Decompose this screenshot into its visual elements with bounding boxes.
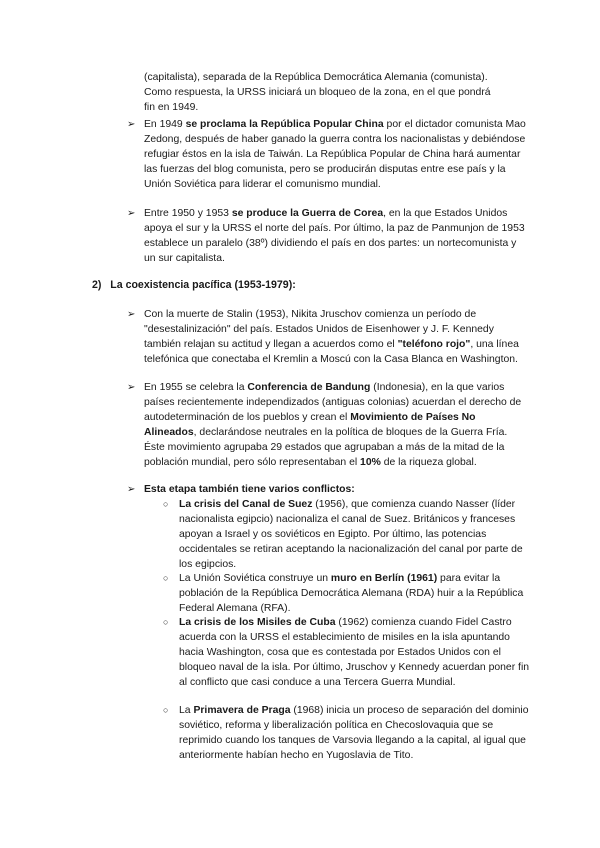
bold-run: Esta etapa también tiene varios conflictos: [144, 484, 355, 495]
text-run: La [179, 705, 194, 716]
circle-bullet-icon: ○ [163, 573, 169, 583]
text-run: para evitar la población de la República Democrática Alemana (RDA) huir a la República Federal Alemana (RFA). [179, 573, 524, 614]
text-run: (Indonesia), en la que varios países recientemente independizados (antiguas colonias) acuerdan el derecho de autodeterminación de los pueblos y crean el [144, 382, 522, 423]
text-run: , en la que Estados Unidos apoya el sur y la URSS el norte del país. Por último, la paz de Panmunjon de 1953 establece un paralelo (38º) dividiendo el país en dos partes: un nortecomunista y un sur capitalista. [144, 208, 525, 264]
text-run: , declarándose neutrales en la política de bloques de la Guerra Fría. Éste movimiento agrupaba 29 estados que agrupaban a más de la mitad de la población mundial, pero sólo representaban el [144, 427, 508, 468]
text-run: (1956), que comienza cuando Nasser (líder nacionalista egipcio) nacionaliza el canal de Suez. Británicos y franceses apoyan a Israel y os soviéticos en Egipto. Por último, las potencias occidentales se retiran aceptando la nacionalización del canal por parte de los egipcios. [179, 499, 523, 570]
bold-run: 10% [360, 457, 381, 468]
text-run: Entre 1950 y 1953 [144, 208, 232, 219]
item-text [144, 117, 527, 192]
section-heading [92, 278, 296, 293]
circle-bullet-icon: ○ [163, 499, 169, 509]
circle-bullet-icon: ○ [163, 705, 169, 715]
sub-item-praga [163, 703, 535, 763]
circle-bullet-icon: ○ [163, 617, 169, 627]
sub-item-suez [163, 497, 535, 572]
bold-run: Conferencia de Bandung [247, 382, 371, 393]
section-title: La coexistencia pacífica (1953-1979): [110, 279, 296, 291]
bold-run: muro en Berlín (1961) [330, 573, 438, 584]
text-run: , una línea telefónica que conectaba el Kremlin a Moscú con la Casa Blanca en Washington. [144, 339, 519, 365]
sub-item-text [179, 571, 535, 616]
item-text [144, 482, 527, 497]
text-run: (1968) inicia un proceso de separación del dominio soviético, reforma y liberalización política en Checoslovaquia que se reprimido cuando los tanques de Varsovia llegando a la capital, al igual que anteriormente habían hecho en Yugoslavia de Tito. [179, 705, 529, 761]
list-item-china [127, 117, 527, 192]
bold-run: se proclama la República Popular China [185, 119, 384, 130]
intro-line: (capitalista), separada de la República Democrática Alemania (comunista). [144, 72, 488, 83]
bold-run: Primavera de Praga [193, 705, 291, 716]
sub-item-text [179, 615, 535, 690]
sub-item-text [179, 703, 535, 763]
intro-line: Como respuesta, la URSS iniciará un bloqueo de la zona, en el que pondrá [144, 87, 491, 98]
section-number: 2) [92, 279, 102, 291]
sub-item-cuba [163, 615, 535, 690]
item-text [144, 307, 527, 367]
arrow-bullet-icon: ➢ [127, 309, 136, 320]
bold-run: se produce la Guerra de Corea [231, 208, 384, 219]
text-run: En 1949 [144, 119, 186, 130]
arrow-bullet-icon: ➢ [127, 119, 136, 130]
list-item-stalin [127, 307, 527, 367]
text-run: por el dictador comunista Mao Zedong, después de haber ganado la guerra contra los nacionalistas y debiéndose refugiar éstos en la isla de Taiwán. La República Popular de China hará aumentar las fuerzas del blog comunista, pero se producirán disputas entre ese país y la Unión Soviética para liderar el comunismo mundial. [144, 119, 526, 190]
list-item-bandung [127, 380, 527, 470]
bold-run: Movimiento de Países No Alineados [144, 412, 476, 438]
item-text [144, 380, 527, 470]
sub-item-berlin [163, 571, 535, 616]
list-item-corea [127, 206, 527, 266]
item-text [144, 206, 527, 266]
bold-run: "teléfono rojo" [397, 339, 471, 350]
arrow-bullet-icon: ➢ [127, 382, 136, 393]
bold-run: La crisis del Canal de Suez [179, 499, 313, 510]
intro-line: fin en 1949. [144, 102, 199, 113]
intro-paragraph [144, 70, 544, 115]
sub-item-text [179, 497, 535, 572]
text-run: En 1955 se celebra la [144, 382, 248, 393]
text-run: Con la muerte de Stalin (1953), Nikita Jruschov comienza un período de "desestalinización" del país. Estados Unidos de Eisenhower y J. F. Kennedy también relajan su actitud y llegan a acuerdos como el [144, 309, 494, 350]
text-run: (1962) comienza cuando Fidel Castro acuerda con la URSS el establecimiento de misiles en la isla apuntando hacia Washington, cosa que es contestada por Estados Unidos con el bloqueo naval de la isla. Por último, Jruschov y Kennedy acuerdan poner fin al conflicto que casi conduce a una Tercera Guerra Mundial. [179, 617, 530, 688]
text-run: de la riqueza global. [380, 457, 477, 468]
bold-run: La crisis de los Misiles de Cuba [179, 617, 336, 628]
arrow-bullet-icon: ➢ [127, 484, 136, 495]
text-run: La Unión Soviética construye un [179, 573, 331, 584]
arrow-bullet-icon: ➢ [127, 208, 136, 219]
list-item-conflicts [127, 482, 527, 497]
